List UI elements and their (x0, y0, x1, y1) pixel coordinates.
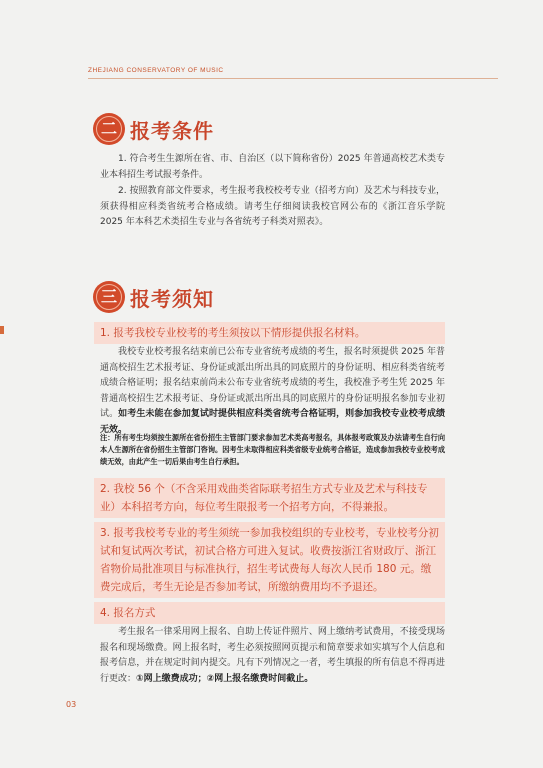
paragraph-text: 考生报名一律采用网上报名、自助上传证件照片、网上缴纳考试费用，不接受现场报名和现场缴费。网上报名时，考生必须按照网页提示和简章要求如实填写个人信息和报考信息，并在规定时间内提交。凡有下列情况之一者，考生填报的所有信息不得再进行更改： (100, 627, 445, 684)
notice-item-1-body (100, 345, 445, 438)
bold-text: 如考生未能在参加复试时提供相应科类省统考合格证明，则参加我校专业校考成绩无效。 (100, 409, 445, 435)
notice-item-4-heading: 4. 报名方式 (94, 602, 445, 624)
page-number: 03 (66, 700, 77, 709)
notice-note (100, 432, 445, 468)
notice-item-2: 2. 我校 56 个（不含采用戏曲类省际联考招生方式专业及艺术与科技专业）本科招考方向，每位考生限报考一个招考方向，不得兼报。 (94, 478, 445, 518)
section-title: 报考须知 (130, 286, 214, 311)
page-header (88, 66, 498, 79)
side-marker (0, 326, 4, 334)
notice-item-1-heading: 1. 报考我校专业校考的考生须按以下情形提供报名材料。 (94, 322, 445, 344)
section-badge-number: 二 (100, 119, 117, 138)
notice-item-4-body (100, 625, 445, 687)
paragraph-text: 我校专业校考报名结束前已公布专业省统考成绩的考生，报名时须提供 2025 年普通高校招生艺术报考证、身份证或派出所出具的同底照片的身份证明、相应科类省统考成绩合格证明；报名结束前尚未公布专业省统考成绩的考生，我校准予考生凭 2025 年普通高校招生艺术报考证、身份证或派出所出具的同底照片的身份证明报名参加专业初试。 (100, 347, 445, 419)
paragraph-condition-2 (100, 184, 445, 231)
section-heading-notices (92, 280, 214, 314)
note-text: 注：所有考生均须按生源所在省份招生主管部门要求参加艺术类高考报名，具体报考政策及办法请考生自行向本人生源所在省份招生主管部门咨询。因考生未取得相应科类省级专业统考合格证，造成参加我校专业校考成绩无效，由此产生一切后果由考生自行承担。 (100, 433, 446, 466)
notice-item-3: 3. 报考我校考专业的考生须统一参加我校组织的专业校考，专业校考分初试和复试两次考试，初试合格方可进入复试。收费按浙江省财政厅、浙江省物价局批准项目与标准执行，招生考试费每人每次人民币 180 元。缴费完成后，考生无论是否参加考试，所缴纳费用均不予退还。 (94, 522, 445, 598)
header-text: ZHEJIANG CONSERVATORY OF MUSIC (88, 67, 224, 74)
section-badge-icon (92, 112, 126, 146)
paragraph-text: 2. 按照教育部文件要求，考生报考我校校考专业（招考方向）及艺术与科技专业，须获得相应科类省统考合格成绩。请考生仔细阅读我校官网公布的《浙江音乐学院 2025 年本科艺术类招生专业与各省统考子科类对照表》。 (100, 186, 445, 227)
header-rule (88, 78, 498, 79)
paragraph-text: 1. 符合考生生源所在省、市、自治区（以下简称省份）2025 年普通高校艺术类专业本科招生考试报考条件。 (100, 154, 445, 180)
section-title: 报考条件 (130, 118, 214, 143)
bold-text: ①网上缴费成功；②网上报名缴费时间截止。 (136, 673, 314, 684)
section-heading-conditions (92, 112, 214, 146)
section-badge-number: 三 (100, 287, 117, 306)
paragraph-condition-1 (100, 152, 445, 183)
section-badge-icon (92, 280, 126, 314)
